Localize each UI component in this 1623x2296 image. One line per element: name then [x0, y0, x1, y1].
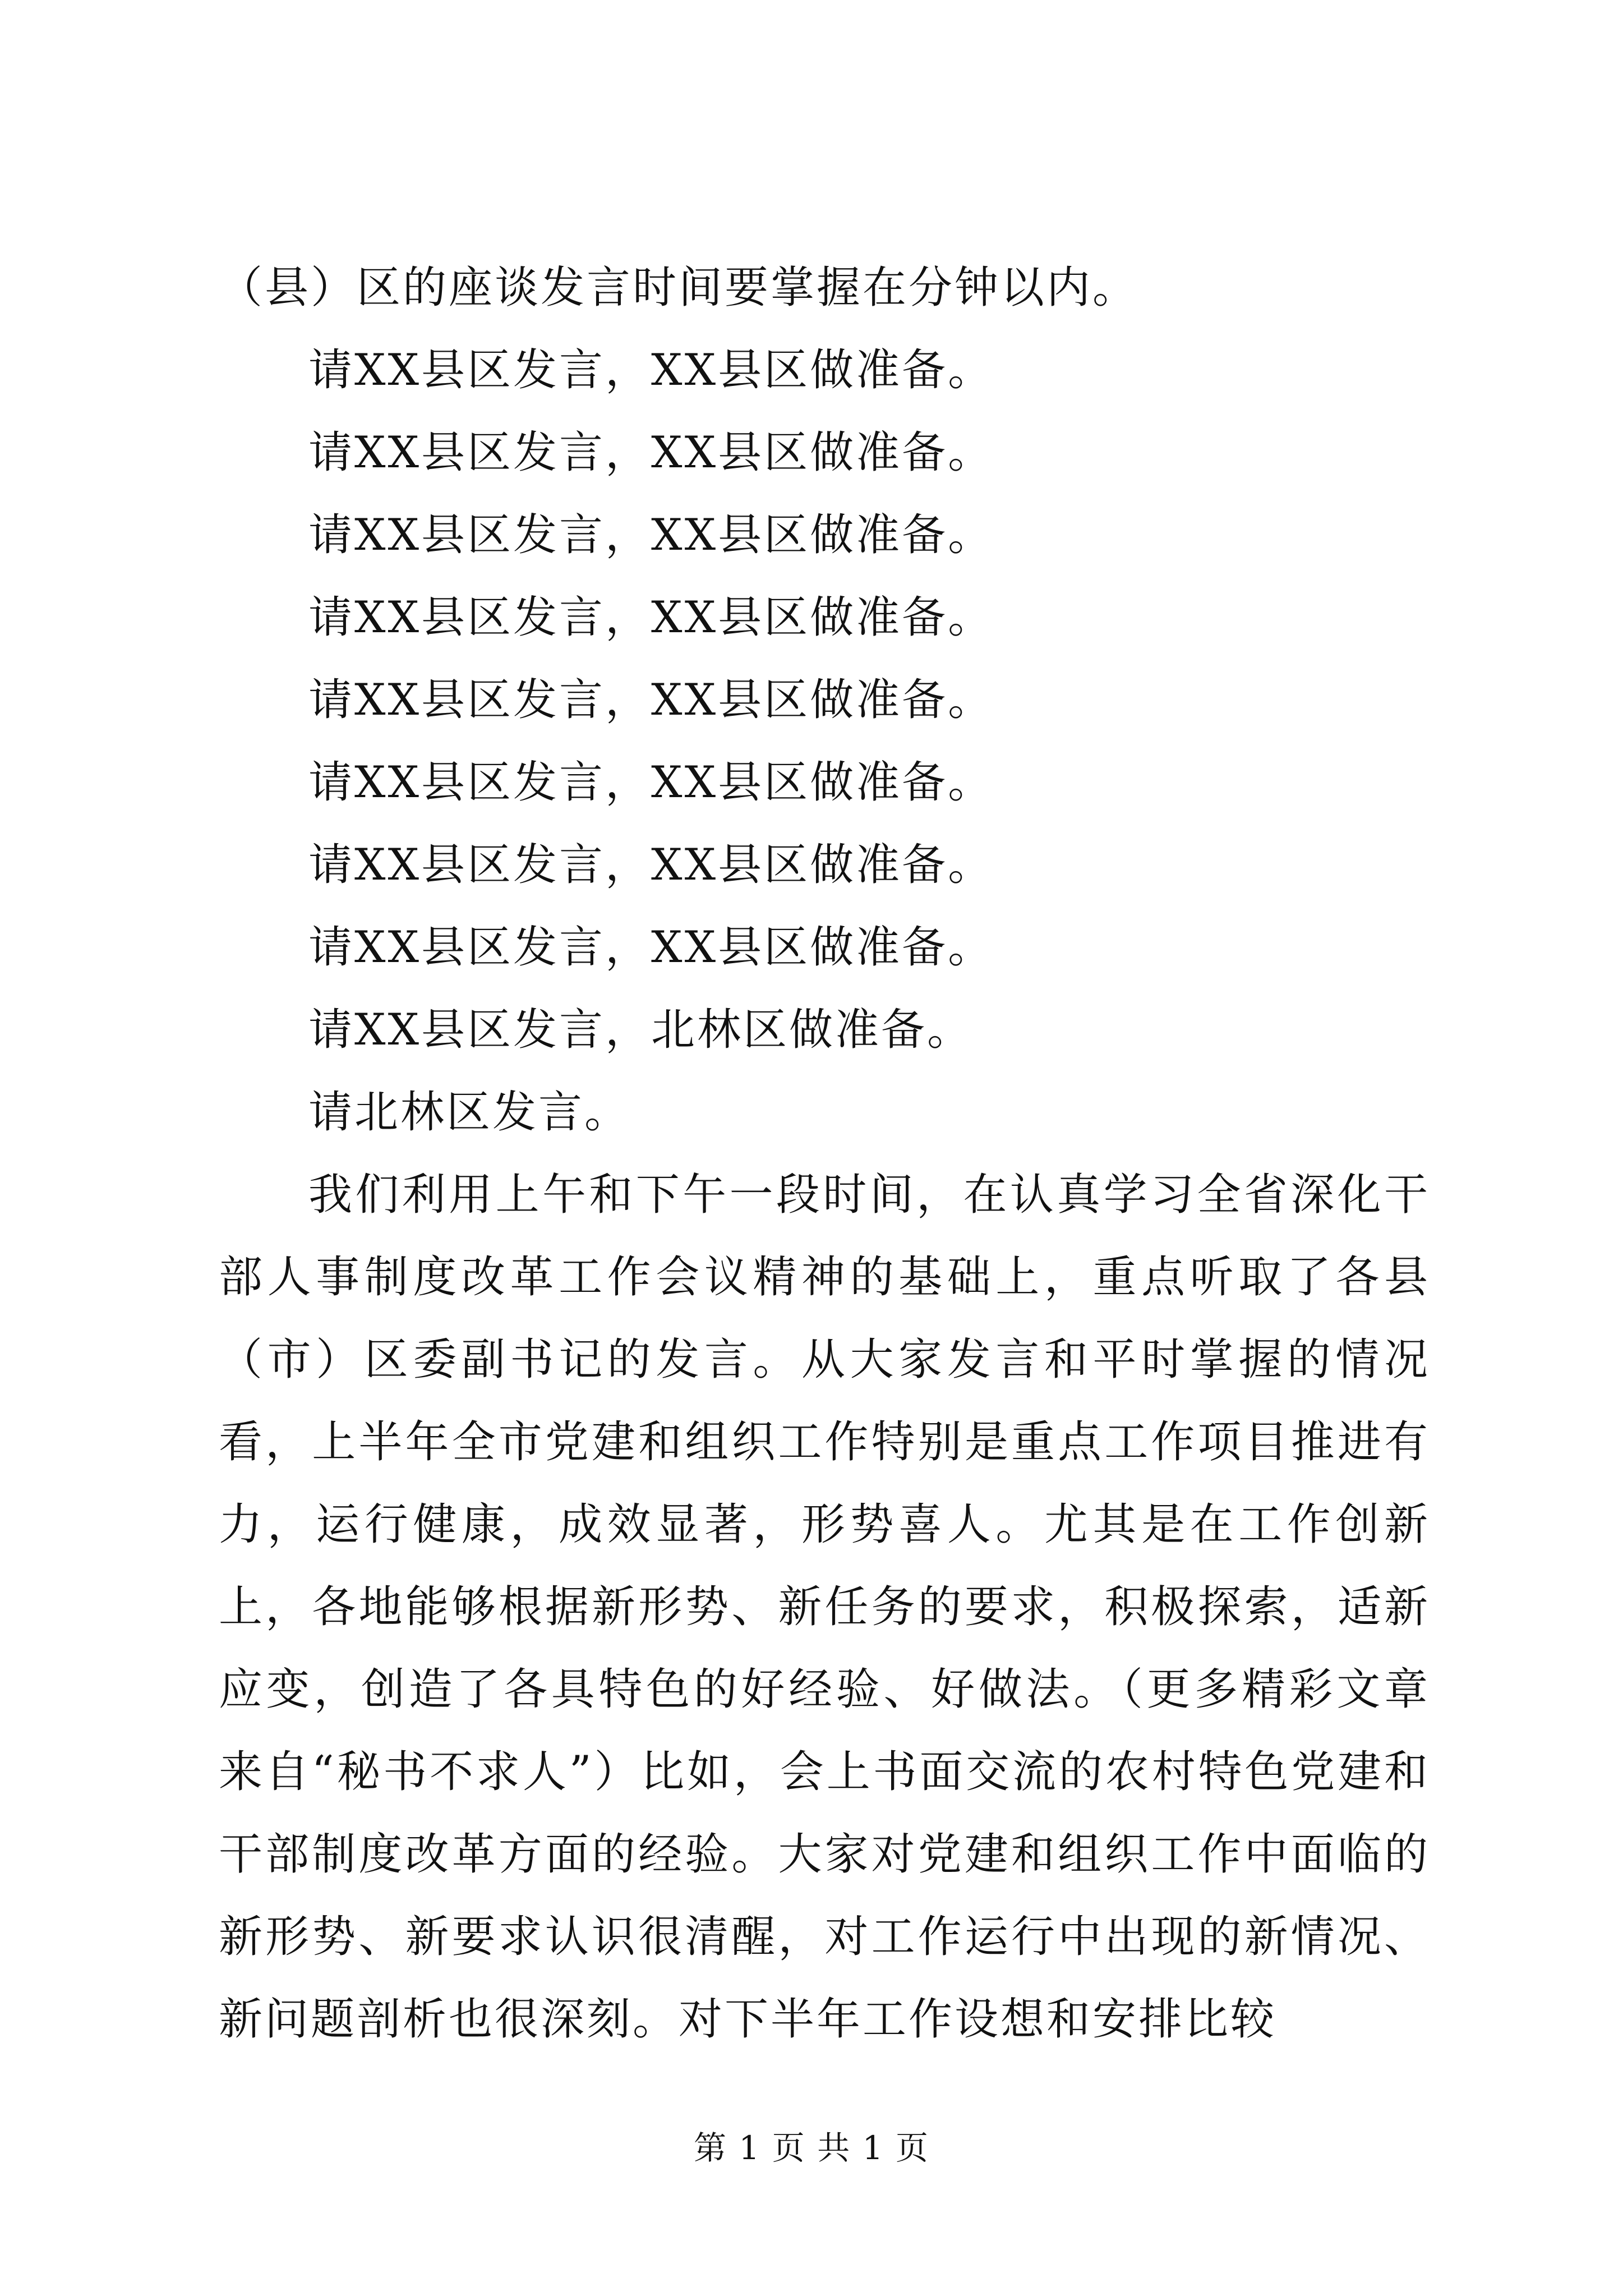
text-line: （县）区的座谈发言时间要掌握在分钟以内。	[219, 263, 1139, 313]
text-line: 请北林区发言。	[308, 1087, 631, 1138]
text-line: 请XX县区发言，XX县区做准备。	[308, 922, 994, 973]
text-line: 请XX县区发言，XX县区做准备。	[308, 840, 994, 890]
text-line: 请XX县区发言，XX县区做准备。	[308, 427, 994, 478]
body-paragraph: 我们利用上午和下午一段时间，在认真学习全省深化干部人事制度改革工作会议精神的基础上，重点听取了各县（市）区委副书记的发言。从大家发言和平时掌握的情况看，上半年全市党建和组织工作特别是重点工作项目推进有力，运行健康，成效显著，形势喜人。尤其是在工作创新上，各地能够根据新形势、新任务的要求，积极探索，适新应变，创造了各具特色的好经验、好做法。（更多精彩文章来自“秘书不求人”）比如，会上书面交流的农村特色党建和干部制度改革方面的经验。大家对党建和组织工作中面临的新形势、新要求认识很清醒，对工作运行中出现的新情况、新问题剖析也很深刻。对下半年工作设想和安排比较	[219, 1170, 1430, 2045]
text-line: 请XX县区发言，北林区做准备。	[308, 1005, 974, 1055]
text-line: 请XX县区发言，XX县区做准备。	[308, 757, 994, 808]
text-line: 请XX县区发言，XX县区做准备。	[308, 675, 994, 725]
text-line: 请XX县区发言，XX县区做准备。	[308, 345, 994, 395]
document-body	[219, 247, 1430, 2061]
text-line: 请XX县区发言，XX县区做准备。	[308, 510, 994, 560]
page-footer: 第 1 页 共 1 页	[694, 2129, 929, 2167]
text-line: 请XX县区发言，XX县区做准备。	[308, 592, 994, 643]
